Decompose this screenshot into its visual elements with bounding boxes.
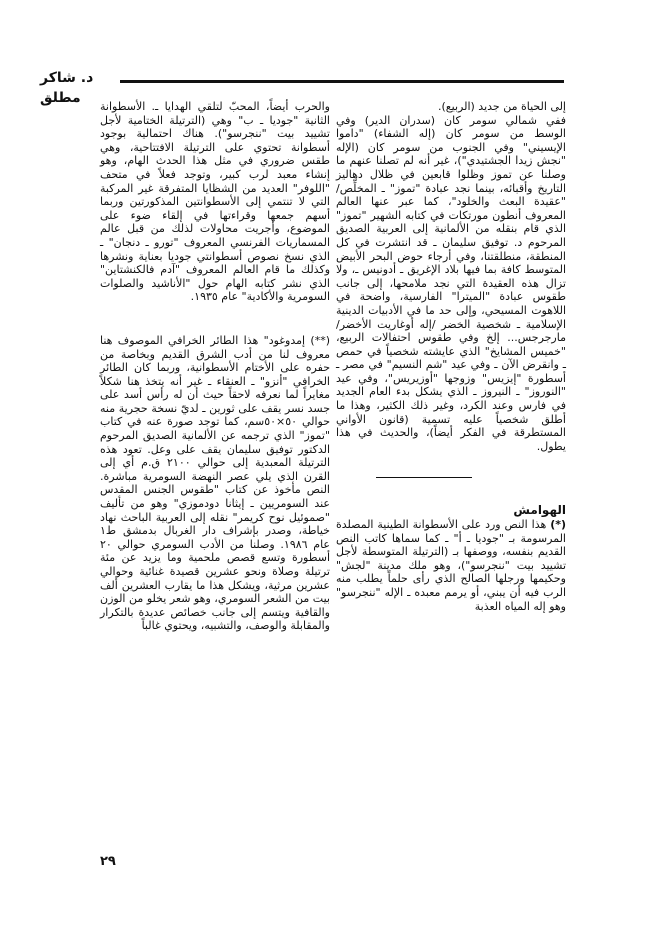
footnote-mark: (*) — [550, 518, 567, 532]
header-author: د. شاكر مطلق — [40, 70, 94, 106]
paragraph: إلى الحياة من جديد (الربيع). — [438, 100, 566, 113]
right-column — [336, 100, 566, 613]
notes-title: الهوامش — [513, 503, 566, 518]
paragraph-gap — [100, 304, 330, 334]
paragraph: ففي شمالي سومر كان (سدران الدير) وفي الوسط من سومر كان (إله الشفاء) "داموا الإيسيني" وفي الجنوب من سومر كان (الإله "نجش زيدا الجشتيدي")، غير أنه لم تصلنا عنهم ما وصلنا عن تموز وظلوا قابعين في ظلال دهاليز التاريخ وأقبائه، بينما نجد عبادة "تموز" ـ المخلِّص/ "عقيدة البعث والخلود"، كما عبر عنها العالم المعروف أنطون مورتكات في كتابه الشهير "تموز" الذي قام بنقله من الألمانية إلى العربية الصديق المرحوم د. توفيق سليمان ـ قد انتشرت في كل المنطقة، منطلقتنا، وفي أرجاء حوض البحر الأبيض المتوسط كافة بما فيها بلاد الإغريق ـ أدونيس ـ، ولا تزال هذه العقيدة التي نجد ملامحها، إلى جانب طقوس عبادة "الميترا" الفارسية، واضحة في اللاهوت المسيحي، وإلى حد ما في الأدبيات الدينية الإسلامية ـ شخصية الخضر /إله أوغاريت الأخضر/ مارجرجس... إلخ وفي طقوس احتفالات الربيع، "خميس المشايخ" الذي عايشته شخصياً في حمص ـ وانقرض الآن ـ وفي عيد "شم النسيم" في مصر ـ أسطورة "إيزيس" وزوجها "أوزيريس"، وفي عيد "النوروز" ـ النيروز ـ الذي يشكل بدء العام الجديد في فارس وعند الكرد، وغير ذلك الكثير، وهذا ما أطلق شخصياً عليه تسمية (قانون الأواني المستطرقة في الفكر أيضاً)، والحديث في هذا يطول. — [336, 113, 566, 453]
footnote-star — [336, 518, 566, 613]
left-column — [100, 100, 330, 633]
page-number: ٢٩ — [100, 854, 116, 869]
footnote-text: هذا النص ورد على الأسطوانة الطينية المصلدة المرسومة بـ "جوديا ـ أ" ـ كما سماها كاتب النص القديم بنفسه، ووصفها بـ (الترتيلة المتوسطة لأجل تشييد بيت "ننجرسو")، وهو ملك مدينة "لجش" وحكيمها ورجلها الصالح الذي رأى حلماً يطلب منه الرب فيه أن يبني، أو يرمم معبده ـ الإله "ننجرسو" وهو إله المياه العذبة — [336, 518, 566, 613]
paragraph: والحرب أيضاً، المحبّ لتلقي الهدايا ـ. الأسطوانة الثانية "جوديا ـ ب" وهي (الترتيلة الختامية لأجل تشييد بيت "ننجرسو"). هناك احتمالية بوجود أسطوانة تحتوي على الترتيلة الافتتاحية، وهي طقس ضروري في مثل هذا الحدث الهام، وهو إنشاء معبد لرب كبير، وتوجد فعلاً في متحف "اللوفر" العديد من الشظايا المتفرقة غير المركبة التي لا تنتمي إلى الأسطوانتين المذكورتين وربما أسهم جمعها وقراءتها في إلقاء ضوء على الموضوع، وأجريت محاولات لذلك من قبل عالم المسماريات الفرنسي المعروف "تورو ـ دنجان" ـ الذي نسخ نصوص أسطوانتي جوديا بعناية ونشرها وكذلك ما قام العالم المعروف "آدم فالكنشتاين" الذي نشر كتابه الهام حول "الأناشيد والصلوات السومرية والأكادية" عام ١٩٣٥. — [100, 100, 330, 304]
header-rule — [120, 80, 564, 83]
footnote-double-star: (**) إمدوغود" هذا الطائر الخرافي الموصوف هنا معروف لنا من أدب الشرق القديم وبخاصة من حفره على الأختام الأسطوانية، وربما كان الطائر الخرافي "أنزو" ـ العنقاء ـ غير أنه يتخذ هنا شكلاً مغايراً لما نعرفه لاحقاً حيث أن له رأس أسد على جسد نسر يقف على ثورين ـ لديّ نسخة حجرية منه حوالي ٥٠×٥٠سم، كما توجد صورة عنه في كتاب "تموز" الذي ترجمه عن الألمانية الصديق المرحوم الدكتور توفيق سليمان يقف على وعل. تعود هذه الترتيلة المعبدية إلى حوالي ٢١٠٠ ق.م أي إلى القرن الذي يلي عصر النهضة السومرية مباشرة. النص مأخوذ عن كتاب "طقوس الجنس المقدس عند السومريين ـ إيثانا دودموزي" وهو من تأليف "صموئيل نوح كريمر" نقله إلى العربية الباحث نهاد خياطة، وصدر بإشراف دار الغربال بدمشق ط١ عام ١٩٨٦. وصلنا من الأدب السومري حوالي ٢٠ أسطورة وتسع قصص ملحمية وما يزيد عن مئة ترتيلة وصلاة ونحو عشرين قصيدة غنائية وحوالي عشرين مرثية، ويشكل هذا ما يقارب العشرين ألف بيت من الشعر السومري، وهو شعر يخلو من الوزن والقافية ويتسم إلى جانب خصائص عديدة بالتكرار والمقابلة والوصف، والتشبيه، ويحتوي غالباً — [100, 333, 330, 633]
notes-divider — [376, 477, 472, 478]
